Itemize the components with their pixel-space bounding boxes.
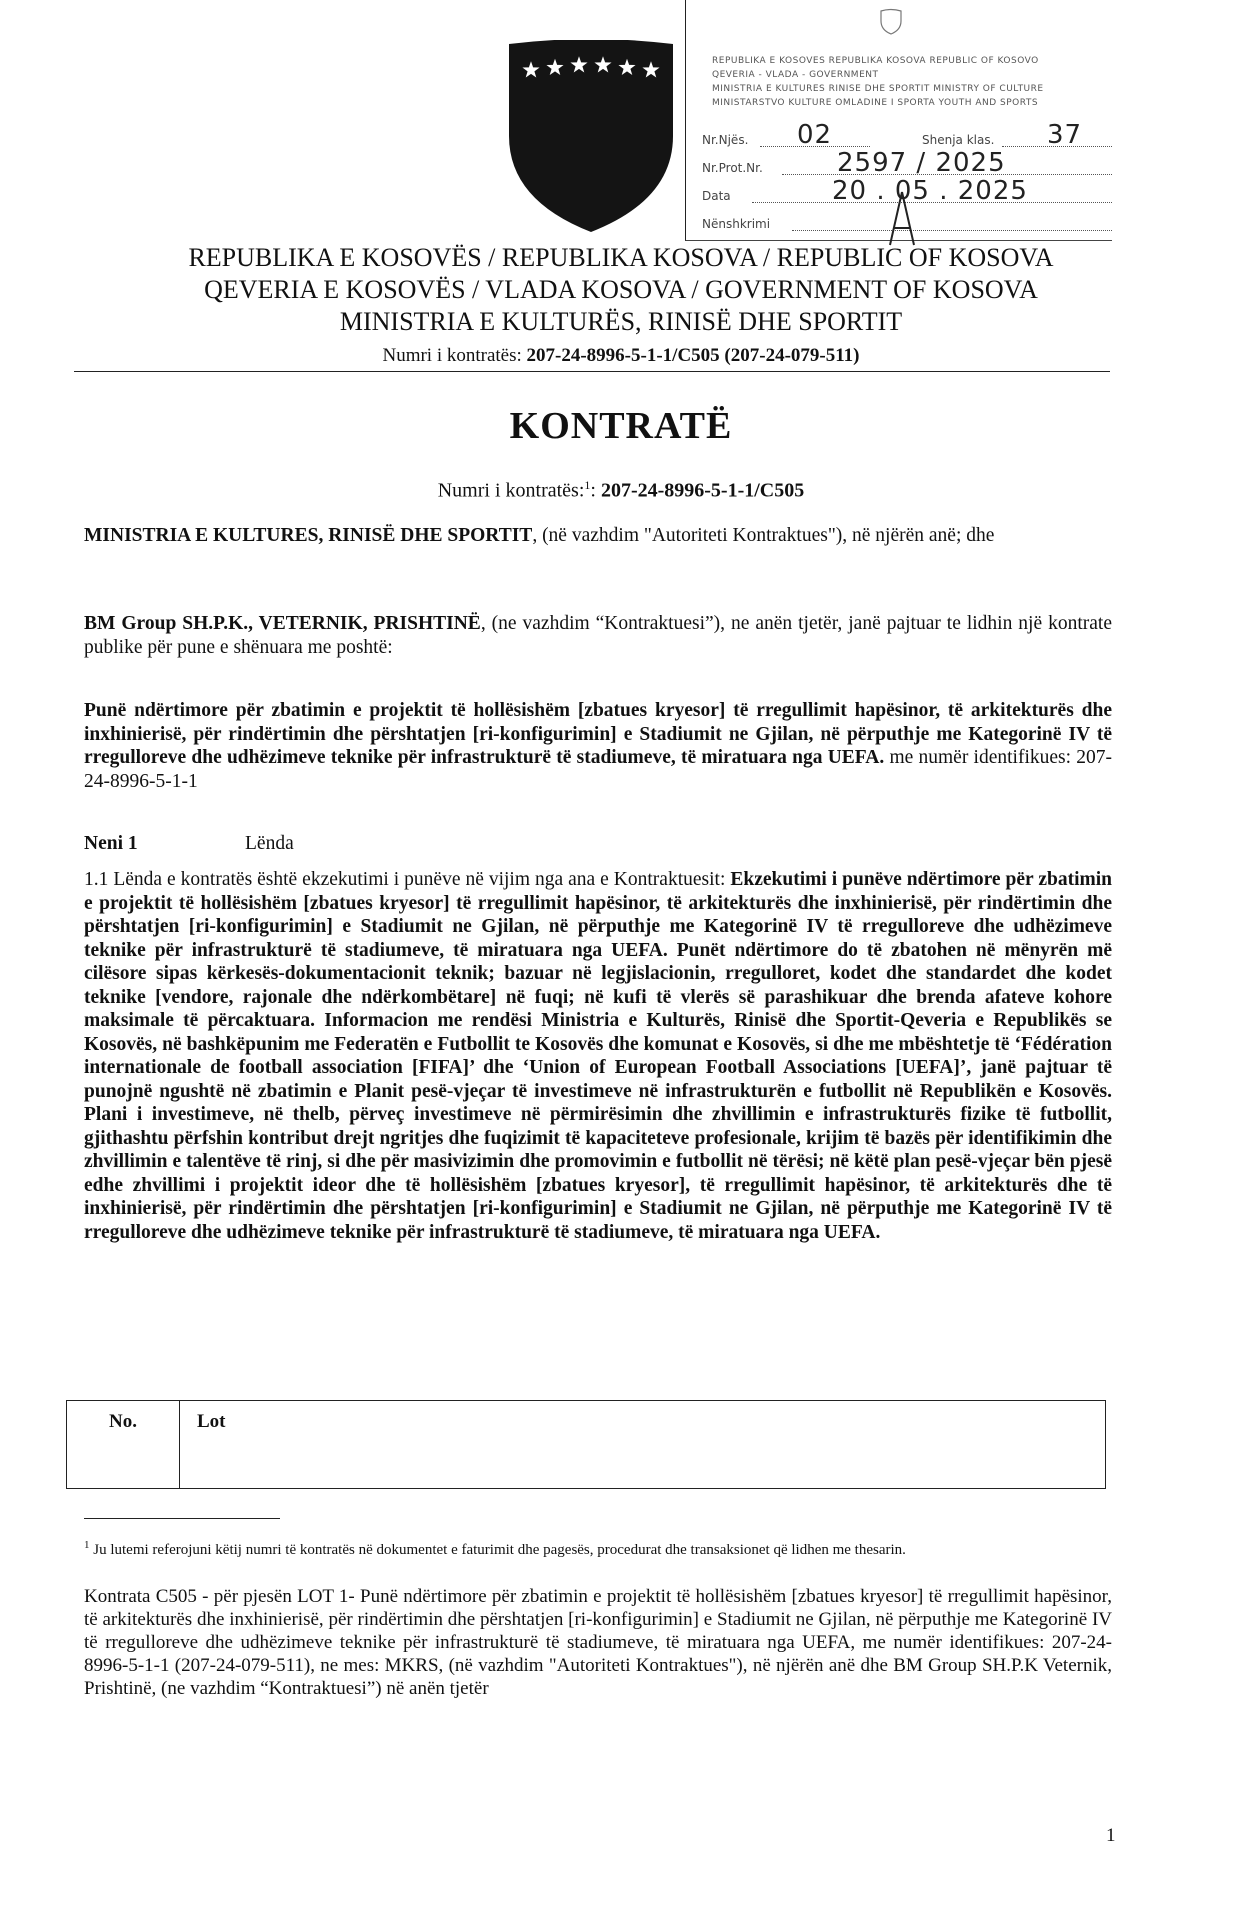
stamp-emblem-icon: [876, 6, 906, 36]
contract-subject-id: me numër identifikues: 207-24-8996-5-1-1: [84, 747, 1112, 792]
header-ministry: MINISTRIA E KULTURËS, RINISË DHE SPORTIT: [339, 307, 903, 336]
stamp-handwritten-value: 20 . 05 . 2025: [832, 176, 1028, 206]
signature-mark-icon: [882, 190, 922, 250]
registration-stamp: [685, 0, 1112, 241]
footer-contract-summary: Kontrata C505 - për pjesën LOT 1- Punë ndërtimore për zbatimin e projektit të hollësishëm [zbatues kryesor] të rregullimit hapësinor, të arkitekturës dhe inxhinierisë, për rindërtimin dhe përshtatjen [ri-konfigurimin] e Stadiumit ne Gjilan, në përputhje me Kategorinë IV të rregulloreve dhe udhëzimeve teknike për infrastrukturë të stadiumeve, të miratuara nga UEFA, me numër identifikues: 207-24-8996-5-1-1 (207-24-079-511), ne mes: MKRS, (në vazhdim "Autoriteti Kontraktues"), në njërën anë dhe BM Group SH.P.K Veternik, Prishtinë, (ne vazhdim “Kontraktuesi”) në anën tjetër: [84, 1586, 1112, 1699]
party-authority: [84, 524, 1112, 548]
stamp-header-line: QEVERIA - VLADA - GOVERNMENT: [712, 70, 879, 80]
article-body-bold: Ekzekutimi i punëve ndërtimore për zbatimin e projektit të hollësishëm [zbatues kryesor] të rregullimit hapësinor, të arkitekturës dhe inxhinierisë, për rindërtimin dhe përshtatjen [ri-konfigurimin] e Stadiumit ne Gjilan, në përputhje me Kategorinë IV të rregulloreve dhe udhëzimeve teknike për infrastrukturë të stadiumeve, të miratuara nga UEFA. Punët ndërtimore do të zbatohen në mënyrën më cilësore sipas kërkesës-dokumentacionit teknik; bazuar në legjislacionin, rregulloret, kodet dhe standardet dhe kodet teknike [vendore, rajonale dhe ndërkombëtare] në fuqi; në kufi të vlerës së parashikuar dhe brenda afateve kohore maksimale të përcaktuara. Informacion me rendësi Ministria e Kulturës, Rinisë dhe Sportit-Qeveria e Republikës se Kosovës, në bashkëpunim me Federatën e Futbollit te Kosovës dhe komunat e Kosovës, si dhe me mbështetje të ‘Fédération internationale de football association [FIFA]’ dhe ‘Union of European Football Associations [UEFA]’, janë pajtuar të punojnë ngushtë në zbatimin e Planit pesë-vjeçar të investimeve në infrastrukturën e futbollit në Republikën e Kosovës. Plani i investimeve, në thelb, përveç investimeve në përmirësimin dhe zhvillimin e infrastrukturës fizike të futbollit, gjithashtu përfshin kontribut drejt ngritjes dhe fuqizimit të kapaciteteve profesionale, krijim të bazës për identifikimin dhe zhvillimin e talentëve të rinj, si dhe për masivizimin dhe promovimin e futbollit në tërësi; në këtë plan pesë-vjeçar bën pjesë edhe zhvillimi i projektit ideor dhe të hollësishëm [zbatues kryesor], të rregullimit hapësinor, të arkitekturës dhe të inxhinierisë, për rindërtimin dhe përshtatjen [ri-konfigurimin] e Stadiumit ne Gjilan, në përputhje me Kategorinë IV të rregulloreve dhe udhëzimeve teknike për infrastrukturë të stadiumeve, të miratuara nga UEFA.: [84, 869, 1112, 1243]
stamp-handwritten-value: 2597 / 2025: [837, 148, 1006, 178]
stamp-label: Nr.Prot.Nr.: [702, 161, 763, 175]
header-contract-number-label: Numri i kontratës:: [382, 345, 527, 366]
page-number: 1: [1106, 1825, 1116, 1846]
kosovo-coat-of-arms-icon: [505, 40, 677, 236]
contract-number-colon: :: [590, 479, 601, 502]
article-body: [84, 868, 1112, 1244]
footnote: [84, 1536, 1112, 1559]
footnote-marker: 1: [84, 1539, 90, 1551]
party-contractor: [84, 612, 1112, 659]
header-government: QEVERIA E KOSOVËS / VLADA KOSOVA / GOVERNMENT OF KOSOVA: [204, 275, 1038, 304]
stamp-label: Shenja klas.: [922, 133, 995, 147]
lot-table: [66, 1400, 1106, 1489]
article-body-intro: 1.1 Lënda e kontratës është ekzekutimi i punëve në vijim nga ana e Kontraktuesit:: [84, 869, 731, 890]
lot-table-header-no: No.: [67, 1401, 180, 1488]
party-authority-text: , (në vazhdim "Autoriteti Kontraktues"), në njërën anë; dhe: [532, 525, 995, 546]
header-contract-number-value: 207-24-8996-5-1-1/C505 (207-24-079-511): [526, 345, 860, 366]
stamp-row-number: [702, 120, 1106, 150]
contract-subject: [84, 699, 1112, 793]
lot-table-header-lot: Lot: [197, 1411, 226, 1432]
contract-subject-bold: Punë ndërtimore për zbatimin e projektit të hollësishëm [zbatues kryesor] të rregullimit hapësinor, të arkitekturës dhe inxhinierisë, për rindërtimin dhe përshtatjen [ri-konfigurimin] e Stadiumit ne Gjilan, në përputhje me Kategorinë IV të rregulloreve dhe udhëzimeve teknike për infrastrukturë të stadiumeve, të miratuara nga UEFA.: [84, 700, 1112, 768]
footnote-ref: 1: [584, 478, 591, 492]
contract-number-line: [0, 474, 1242, 502]
party-contractor-text: , (ne vazhdim “Kontraktuesi”), ne anën tjetër, janë pajtuar te lidhin një kontrate publike për pune e shënuara me poshtë:: [84, 613, 1112, 658]
article-number: Neni 1: [84, 833, 138, 854]
stamp-header-line: MINISTARSTVO KULTURE OMLADINE I SPORTA YOUTH AND SPORTS: [712, 98, 1039, 108]
stamp-header-line: MINISTRIA E KULTURËS RINISË DHE SPORTIT MINISTRY OF CULTURE: [712, 84, 1044, 94]
header-republic: REPUBLIKA E KOSOVËS / REPUBLIKA KOSOVA / REPUBLIC OF KOSOVA: [188, 243, 1054, 272]
stamp-row-protocol: [702, 148, 1106, 178]
stamp-handwritten-value: 37: [1047, 120, 1083, 150]
party-contractor-name: BM Group SH.P.K., VETERNIK, PRISHTINË: [84, 613, 481, 634]
footnote-rule: [84, 1518, 280, 1519]
footnote-text: Ju lutemi referojuni këtij numri të kontratës në dokumentet e faturimit dhe pagesës, procedurat dhe transaksionet që lidhen me thesarin.: [89, 1542, 906, 1558]
contract-number-label: Numri i kontratës:: [437, 479, 585, 502]
stamp-label: Data: [702, 189, 731, 203]
article-title: Lënda: [245, 833, 294, 854]
contract-number-value: 207-24-8996-5-1-1/C505: [600, 479, 805, 502]
stamp-label: Nënshkrimi: [702, 217, 771, 231]
party-authority-name: MINISTRIA E KULTURES, RINISË DHE SPORTIT: [84, 525, 533, 546]
stamp-header-line: REPUBLIKA E KOSOVËS REPUBLIKA KOSOVA REPUBLIC OF KOSOVO: [712, 56, 1039, 66]
document-title: KONTRATË: [509, 405, 733, 447]
stamp-handwritten-value: 02: [797, 120, 833, 150]
header-contract-number: [0, 345, 1242, 367]
header-rule: [74, 371, 1110, 372]
stamp-label: Nr.Njës.: [702, 133, 749, 147]
